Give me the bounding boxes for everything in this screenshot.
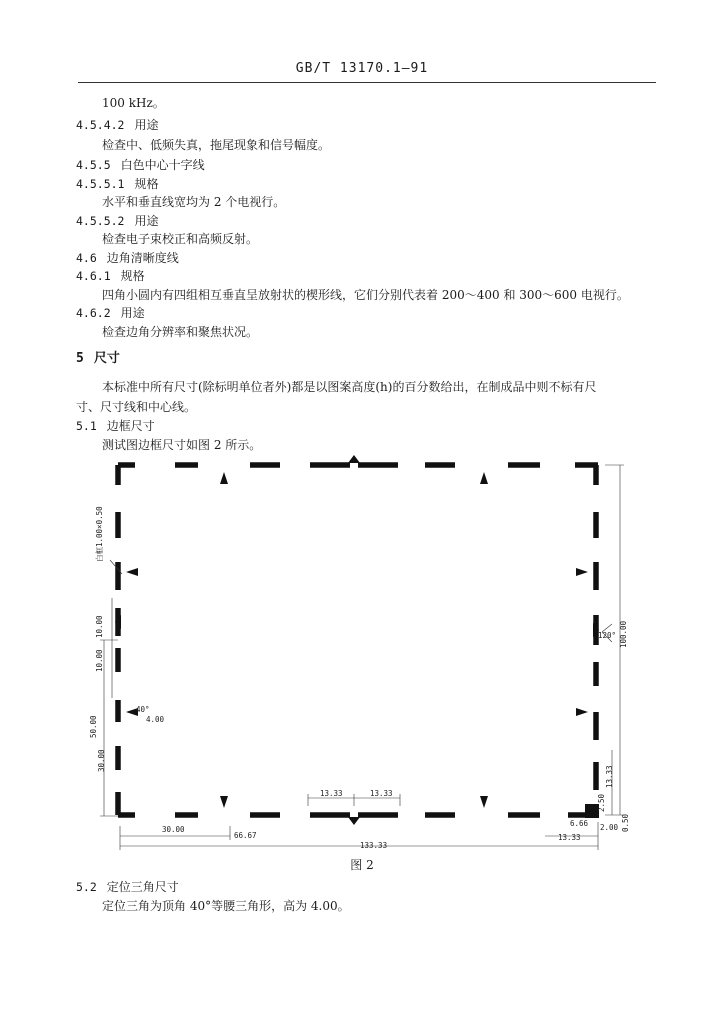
text-line: 检查中、低频失真，拖尾现象和信号幅度。 xyxy=(102,138,331,152)
text-line: 定位三角为顶角 40°等腰三角形，高为 4.00。 xyxy=(102,899,350,913)
section-heading xyxy=(76,419,155,433)
section-number: 4.6.1 xyxy=(76,269,111,283)
text-line: 寸、尺寸线和中心线。 xyxy=(76,400,197,414)
section-title: 规格 xyxy=(134,177,159,191)
section-number: 4.5.4.2 xyxy=(76,118,125,132)
text-line: 检查电子束校正和高频反射。 xyxy=(102,232,259,246)
label-white-frame: 白框1.00×0.50 xyxy=(95,506,104,562)
label-133-33: 133.33 xyxy=(360,841,388,850)
section-number: 4.5.5.1 xyxy=(76,177,125,191)
dimension-lines xyxy=(100,465,624,850)
section-number: 4.6.2 xyxy=(76,306,111,320)
label-30-vertical: 30.00 xyxy=(97,749,106,772)
chapter-heading xyxy=(76,352,120,366)
text-line: 测试图边框尺寸如图 2 所示。 xyxy=(102,438,262,452)
section-title: 用途 xyxy=(120,306,145,320)
label-height-4: 4.00 xyxy=(146,715,165,724)
label-angle-120: 120° xyxy=(598,631,617,640)
label-2-00: 2.00 xyxy=(600,823,619,832)
section-title: 边框尺寸 xyxy=(106,419,155,433)
chapter-title: 尺寸 xyxy=(93,351,120,366)
label-13-33-right: 13.33 xyxy=(558,833,581,842)
section-title: 用途 xyxy=(134,214,159,228)
text-line: 100 kHz。 xyxy=(102,96,165,110)
section-heading xyxy=(76,269,145,283)
label-6-66: 6.66 xyxy=(570,819,589,828)
section-heading xyxy=(76,306,145,320)
section-heading xyxy=(76,177,158,191)
section-title: 用途 xyxy=(134,118,159,132)
frame-border xyxy=(118,465,598,815)
text-line: 水平和垂直线宽均为 2 个电视行。 xyxy=(102,195,286,209)
section-title: 边角清晰度线 xyxy=(106,251,179,265)
label-10-lower: 10.00 xyxy=(95,649,104,672)
label-13-33-a: 13.33 xyxy=(320,789,343,798)
section-title: 定位三角尺寸 xyxy=(106,880,179,894)
running-header: GB/T 13170.1—91 xyxy=(295,61,429,76)
section-number: 4.6 xyxy=(76,251,97,265)
section-number: 4.5.5.2 xyxy=(76,214,125,228)
dimension-labels xyxy=(89,506,630,850)
label-100: 100.00 xyxy=(619,620,628,648)
section-title: 白色中心十字线 xyxy=(120,158,205,172)
text-line: 四角小圆内有四组相互垂直呈放射状的楔形线，它们分别代表着 200～400 和 300～600 电视行。 xyxy=(102,288,629,302)
label-0-50: 0.50 xyxy=(621,813,630,832)
section-number: 5.1 xyxy=(76,419,97,433)
figure-2-frame-diagram xyxy=(0,450,724,854)
figure-caption: 图 2 xyxy=(350,858,374,872)
label-10-upper: 10.00 xyxy=(95,615,104,638)
label-13-33-b: 13.33 xyxy=(370,789,393,798)
label-66-67: 66.67 xyxy=(234,831,257,840)
section-heading xyxy=(76,118,158,132)
label-angle-40: 40° xyxy=(136,705,150,714)
positioning-triangles xyxy=(115,455,599,825)
label-2-50: 2.50 xyxy=(597,793,606,812)
section-title: 规格 xyxy=(120,269,145,283)
section-number: 4.5.5 xyxy=(76,158,111,172)
section-heading xyxy=(76,214,158,228)
label-50: 50.00 xyxy=(89,715,98,738)
label-30-horizontal: 30.00 xyxy=(162,825,185,834)
label-13-33-vertical: 13.33 xyxy=(605,765,614,788)
chapter-number: 5 xyxy=(76,351,84,366)
section-heading xyxy=(76,158,205,172)
header-rule xyxy=(78,82,656,83)
section-number: 5.2 xyxy=(76,880,97,894)
section-heading xyxy=(76,251,179,265)
text-line: 检查边角分辨率和聚焦状况。 xyxy=(102,325,259,339)
text-line: 本标准中所有尺寸(除标明单位者外)都是以图案高度(h)的百分数给出，在制成品中则不标有尺 xyxy=(102,380,597,394)
section-heading xyxy=(76,880,179,894)
